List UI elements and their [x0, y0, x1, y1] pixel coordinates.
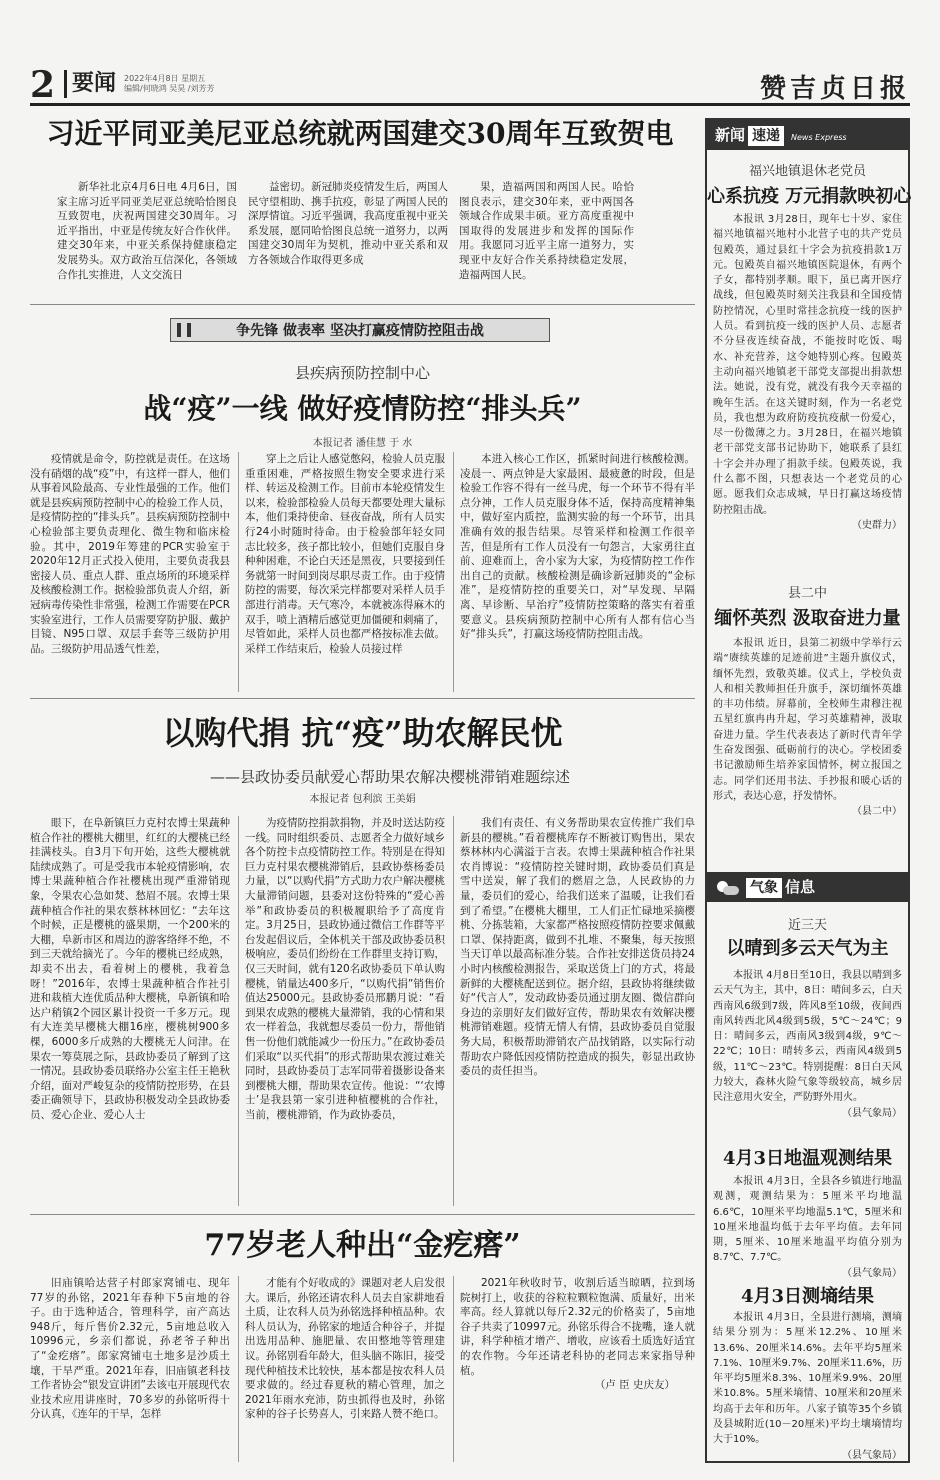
item3-title: 以晴到多云天气为主: [726, 938, 889, 959]
story1-byline: 本报记者 潘佳慧 于 水: [312, 438, 413, 449]
story2-subhead: ——县政协委员献爱心帮助果农解决樱桃滞销难题综述: [209, 768, 570, 786]
item5-body: [713, 1310, 902, 1461]
banner-bars-icon: [177, 323, 191, 337]
page-number: 2: [30, 64, 56, 106]
news-express-en: News Express: [791, 133, 847, 142]
editors-line: 编辑/何晓鸿 吴昊 /刘芳芳: [124, 84, 215, 93]
story2-col-1-text: 眼下，在阜新镇巨力克村农博士果蔬种植合作社的樱桃大棚里，红红的大樱桃已经挂满枝头。自3月下旬开始，这些大樱桃就陆续成熟了。可是受我市本轮疫情影响，农博士果蔬种植合作社樱桃出现严重滞销现象，令果农心急如焚、愁眉不展。农博士果蔬种植合作社的果农蔡林林回忆：“去年这个时候，正是樱桃的盛果期，一个200米的大棚，阜新市区和周边的游客络绎不绝，不到三天就给摘光了。今年的樱桃已经成熟，却卖不出去，看着树上的樱桃，我着急呀！”2016年，农博士果蔬种植合作社引进和栽植大连优质品种大樱桃，阜新镇和哈达户稍镇2个园区累计投资一千多万元。现有大连美早樱桃大棚16座，樱桃树900多棵，6000多斤成熟的大樱桃无人问津。在果农一筹莫展之际，县政协委员了解到了这一情况。县政协委员联络办公室主任王艳秋介绍，面对严峻复杂的疫情防控形势，在县委正确领导下，县政协积极发动全县政协委员、爱心企业、爱心人士: [30, 817, 230, 1121]
story3-col-rule-1: [238, 1276, 239, 1462]
lead-col-2-text: 益密切。新冠肺炎疫情发生后，两国人民守望相助、携手抗疫，彰显了两国人民的深厚情谊。习近平强调，我高度重视中亚关系发展，愿同哈恰图良总统一道努力，以两国建交30周年为契机，推动中亚关系和双方各领域合作取得更多成: [248, 181, 448, 266]
campaign-banner: [170, 318, 550, 342]
item2-body-text: 本报讯 近日，县第二初级中学举行云端“赓续英雄的足迹前进”主题升旗仪式，缅怀先烈，致敬英雄。仪式上，学校负责人和相关教师担任升旗手，深切缅怀英雄的丰功伟绩。屏幕前，全校师生肃穆注视五星红旗冉冉升起，学习英雄精神，汲取奋进力量。学生代表表达了新时代青年学生奋发图强、砥砺前行的决心。学校团委书记激励师生培养家国情怀，树立报国之志。同学们还用书法、手抄报和暖心话的形式，表达心意，抒发情怀。: [713, 638, 902, 802]
item3-body: [713, 968, 902, 1140]
story3-headline: 77岁老人种出“金疙瘩”: [204, 1228, 521, 1263]
story3-col-2: [245, 1276, 445, 1462]
story2-col-rule-2: [453, 816, 454, 1206]
lead-col-2: [248, 180, 448, 295]
story2-col-1: [30, 816, 230, 1208]
item3-credit: （县气象局）: [842, 1107, 902, 1119]
lead-divider: [30, 304, 695, 305]
weather-tag: 气象: [746, 878, 782, 898]
weather-icon: [715, 881, 739, 895]
item1-body-text: 本报讯 3月28日，现年七十岁、家住福兴地镇福兴地村小北营子屯的共产党员包殿英，通过县红十字会为抗疫捐款1万元。包殿英自福兴地镇医院退休，有两个子女，都特别孝顺。眼下，虽已离开医疗战线，但包殿英时刻关注我县和全国疫情防控情况，心里时常挂念抗疫一线的医护人员。看到抗疫一线的医护人员、志愿者不分昼夜连续奋战，不能按时吃饭、喝水、补充营养，这令她特别心疼。包殿英主动向福兴地镇老干部党支部提出捐款想法。她说，没有党，就没有我今天幸福的晚年生活。在这关键时刻，作为一名老党员，我也想为政府防疫抗疫献一份爱心，尽一份微薄之力。3月28日，在福兴地镇老干部党支部书记协助下，她联系了县红十字会并办理了捐款手续。包殿英说，我什么都不图，只想表达一个老党员的心愿。愿我们众志成城，早日打赢这场疫情防控阻击战。: [713, 214, 902, 516]
story2-divider: [30, 1214, 695, 1215]
story2-col-3: [460, 816, 695, 1208]
item2-body: [713, 636, 902, 854]
story2-col-3-text: 我们有责任、有义务帮助果农宣传推广我们阜新县的樱桃。”看着樱桃库存不断被订购售出，果农蔡林林内心满溢于言表。农博士果蔬种植合作社果农肖博说：“疫情防控关键时期，政协委员们真是雪中送炭，解了我们的燃眉之急，人民政协的力量，委员们的爱心，给我们送来了温暖，让我们看到了希望。”在樱桃大棚里，工人们正忙碌地采摘樱桃、分拣装箱，大家都严格按照疫情防控要求佩戴口罩、保持距离，做到不扎堆、不聚集，每天按照当天订单以最高标准分装。合作社安排送货员持24小时内核酸检测报告，采取送货上门的方式，将最新鲜的大樱桃配送到位。据介绍，县政协将继续做好“代言人”，发动政协委员通过朋友圈、微信群向身边的亲朋好友们做好宣传，帮助果农有效解决樱桃滞销难题。疫情无情人有情，县政协委员自觉服务大局，积极帮助滞销农产品找销路，以实际行动帮助农户降低因疫情防控造成的损失，彰显出政协委员的责任担当。: [460, 817, 695, 1078]
item3-kicker: 近三天: [787, 918, 827, 933]
story2-col-rule-1: [238, 816, 239, 1206]
item2-kicker: 县二中: [787, 586, 827, 601]
story1-col-1: [30, 452, 230, 692]
news-express-title: 新闻: [715, 126, 746, 144]
story1-headline: 战“疫”一线 做好疫情防控“排头兵”: [143, 392, 582, 425]
story2-byline: 本报记者 包利滨 王美娟: [309, 794, 416, 805]
story2-headline: 以购代捐 抗“疫”助农解民忧: [162, 714, 563, 752]
item5-credit: （县气象局）: [842, 1449, 902, 1461]
lead-col-3: [459, 180, 634, 295]
story1-col-2-text: 穿上之后让人感觉憋闷，检验人员克服重重困难，严格按照生物安全要求进行采样、转运及检测工作。目前市本轮疫情发生以来，检验部检验人员每天都要处理大量标本，他们秉持使命、昼夜奋战，所有人员实行24小时随时待命。由于检验部年轻女同志比较多，孩子都比较小，但她们克服自身种种困难，不论白天还是黑夜，只要接到任务就第一时间到岗尽职尽责工作。由于疫情防控的需要，每次采完样都要对采样人员手部进行消毒。天气寒冷，本就被冻得麻木的双手，喷上酒精后感觉更加僵硬和刺痛了，尽管如此，采样人员也都严格按标准去做。采样工作结束后，检验人员接过样: [245, 453, 445, 655]
story1-col-3: [460, 452, 695, 692]
story1-col-2: [245, 452, 445, 692]
weather-header: [707, 872, 908, 902]
story1-col-1-text: 疫情就是命令，防控就是责任。在这场没有硝烟的战“疫”中，有这样一群人，他们从事着风险最高、专业性最强的工作。他们就是县疾病预防控制中心的检验工作人员，是疫情防控的“排头兵”。县疾病预防控制中心检验部主要负责理化、微生物和临床检验。其中，2019年筹建的PCR实验室于2020年12月正式投入使用，主要负责我县密接人员、重点人群、重点场所的环境采样及核酸检测工作。据检验部负责人介绍，新冠病毒传染性非常强，检测工作需要在PCR实验室进行，工作人员需要穿防护服、戴护目镜、N95口罩、双层手套等三级防护用品。三级防护用品透气性差，: [30, 453, 230, 655]
lead-col-1: [57, 180, 237, 295]
dateline: [124, 74, 214, 94]
story3-col-2-text: 才能有个好收成的》课题对老人启发很大。课后，孙铭还请农科人员去自家耕地看土质，让农科人员为孙铭选择种植品种。农科人员认为，孙铭家的地适合种谷子，并提出选用品种、施肥量、农田整地等管理建议。孙铭别看年龄大，但头脑不陈旧，接受现代种植技术比较快，基本都是按农科人员要求做的。经过春夏秋的精心管理，加之2021年雨水充沛，防虫抓得也及时，孙铭家种的谷子长势喜人，引来路人赞不绝口。: [245, 1277, 445, 1421]
story2-col-2-text: 为疫情防控捐款捐物，并及时送达防疫一线。同时组织委员、志愿者全力做好域乡各个防控卡点疫情防控工作。特别是在得知巨力克村果农樱桃滞销后，县政协蔡杨委员力量，以“以购代捐”方式助力农户解决樱桃大量滞销问题，县委对这份特殊的“爱心善举”和政协委员的积极履职给予了高度肯定。3月25日，县政协通过微信工作群等平台发起倡议后，全体机关干部及政协委员积极响应，委员们纷纷在工作群里支持订购，仅三天时间，就有120名政协委员下单认购樱桃，销量达400多斤，“以购代捐”销售价值达25000元。县政协委员邢鹏月说：“看到果农成熟的樱桃大量滞销，我的心情和果农一样着急，我就想尽委员一份力，帮他销售一份他们就能减少一份压力。”在政协委员们采取“以买代捐”的形式帮助果农渡过难关同时，县政协委员丁志军同带着摄影设备来到樱桃大棚，帮助果农宣传。他说：“‘农博士’是我县第一家引进种植樱桃的合作社，当前，樱桃滞销，作为政协委员，: [245, 817, 445, 1121]
news-express-header: [707, 120, 908, 150]
story2-col-2: [245, 816, 445, 1208]
story3-col-3-text: 2021年秋收时节，收割后适当晾晒，拉到场院树打上，收获的谷粒粒颗粒饱满、质量好，出米率高。经人算就以每斤2.32元的价格卖了，5亩地谷子共卖了10997元。孙铭乐得合不拢嘴，逢人就讲，科学种植才增产、增收，应该看土质选好适宜的农作物。今年还请老科协的老同志来家指导种植。: [460, 1277, 695, 1377]
item2-credit: （县二中）: [852, 806, 902, 818]
banner-text: 争先锋 做表率 坚决打赢疫情防控阻击战: [236, 323, 484, 339]
story1-col-rule-1: [238, 452, 239, 692]
issue-date: 2022年4月8日 星期五: [124, 74, 206, 83]
story3-col-3: [460, 1276, 695, 1462]
masthead: [30, 64, 910, 106]
item3-body-text: 本报讯 4月8日至10日，我县以晴到多云天气为主，其中，8日：晴间多云，白天西南风6级到7级，阵风8至10级，夜间西南风转西北风4级到5级，5℃～24℃；9日：晴间多云，西南风3级到4级，9℃～22℃；10日：晴转多云，西南风4级到5级，11℃～23℃。特别提醒：8日白天风力较大，森林火险气象等级较高，城乡居民注意用火安全，严防野外用火。: [713, 970, 902, 1104]
story1-kicker: 县疾病预防控制中心: [294, 364, 430, 382]
story1-col-3-text: 本进入核心工作区，抓紧时间进行核酸检测。凌晨一、两点钟是大家最困、最疲惫的时段，但是检验工作容不得有一丝马虎，每一个环节不得有半点分神，工作人员克服身体不适，保持高度精神集中，做好室内质控，监测实验的每一个环节，出具准确有效的报告结果。尽管采样和检测工作很辛苦，但是所有工作人员没有一句怨言，大家勇往直前、迎难而上，舍小家为大家，为疫情防控工作作出自己的贡献。核酸检测是确诊新冠肺炎的“金标准”，是疫情防控的重要关口，对“早发现、早隔离、早诊断、早治疗”疫情防控策略的落实有着重要意义。县疾病预防控制中心所有人都有信心当好“排头兵”，打赢这场疫情防控阻击战。: [460, 453, 695, 641]
item5-body-text: 本报讯 4月3日，全县进行测墒，测墒结果分别为：5厘米12.2%、10厘米13.6%、20厘米14.6%。去年平均5厘米7.1%、10厘米9.7%、20厘米11.6%，历年平均5厘米8.3%、10厘米9.9%、20厘米10.8%。5厘米墒情、10厘米和20厘米均高于去年和历年。八家子镇等35个乡镇及县城附近(10－20厘米)平均土壤墒情均大于10%。: [713, 1312, 902, 1446]
lead-col-1-text: 新华社北京4月6日电 4月6日，国家主席习近平同亚美尼亚总统哈恰图良互致贺电，庆祝两国建交30周年。习近平指出，中亚是传统友好合作伙伴。建交30年来，中亚关系保持健康稳定发展势头。双方政治互信深化，各领域合作扎实推进，人文交流日: [57, 181, 237, 281]
masthead-rule: [30, 103, 910, 106]
story1-col-rule-2: [453, 452, 454, 692]
item4-credit: （县气象局）: [842, 1267, 902, 1279]
story3-col-1: [30, 1276, 230, 1462]
story3-credit: （卢 臣 史庆友）: [594, 1379, 675, 1392]
story3-col-rule-2: [453, 1276, 454, 1462]
item4-title: 4月3日地温观测结果: [722, 1148, 893, 1169]
item1-kicker: 福兴地镇退休老党员: [748, 164, 866, 179]
item4-body-text: 本报讯 4月3日，全县各乡镇进行地温观测，观测结果为：5厘米平均地温6.6℃，10厘米平均地温5.1℃，5厘米和10厘米地温均低于去年平均值。去年同期，5厘米、10厘米地温平均值分别为8.7℃、7.7℃。: [713, 1176, 902, 1264]
lead-headline: 习近平同亚美尼亚总统就两国建交30周年互致贺电: [46, 117, 674, 150]
news-express-tag: 速递: [748, 126, 784, 146]
item1-credit: （史群力）: [852, 519, 902, 531]
section-name: 要闻: [64, 70, 116, 98]
weather-title: 信息: [785, 878, 816, 896]
item1-title: 心系抗疫 万元捐款映初心: [707, 186, 912, 207]
sidebar: [705, 118, 910, 1463]
story1-divider: [30, 698, 695, 699]
lead-col-3-text: 果，造福两国和两国人民。哈恰图良表示，建交30年来，亚中两国各领域合作成果丰硕。亚方高度重视中国取得的发展进步和发挥的国际作用。我愿同习近平主席一道努力，实现亚中友好合作关系持续稳定发展，造福两国人民。: [459, 181, 634, 281]
item5-title: 4月3日测墒结果: [740, 1286, 875, 1307]
item4-body: [713, 1174, 902, 1279]
story3-col-1-text: 旧庙镇哈达营子村郎家窝铺屯、现年77岁的孙铭，2021年春种下5亩地的谷子。由于选种适合，管理科学，亩产高达948斤，每斤售价2.32元，5亩地总收入10996元，乡亲们都说，孙老爷子种出了“金疙瘩”。郎家窝铺屯土地多是沙质土壤，干旱严重。2021年春，旧庙镇老科技工作者协会“银发宣讲团”去该屯开展现代农业技术应用讲座时，70多岁的孙铭听得十分认真，《连年的干旱，怎样: [30, 1277, 230, 1421]
paper-name-logo: 赞吉贞日报: [759, 74, 910, 104]
item2-title: 缅怀英烈 汲取奋进力量: [714, 608, 901, 629]
